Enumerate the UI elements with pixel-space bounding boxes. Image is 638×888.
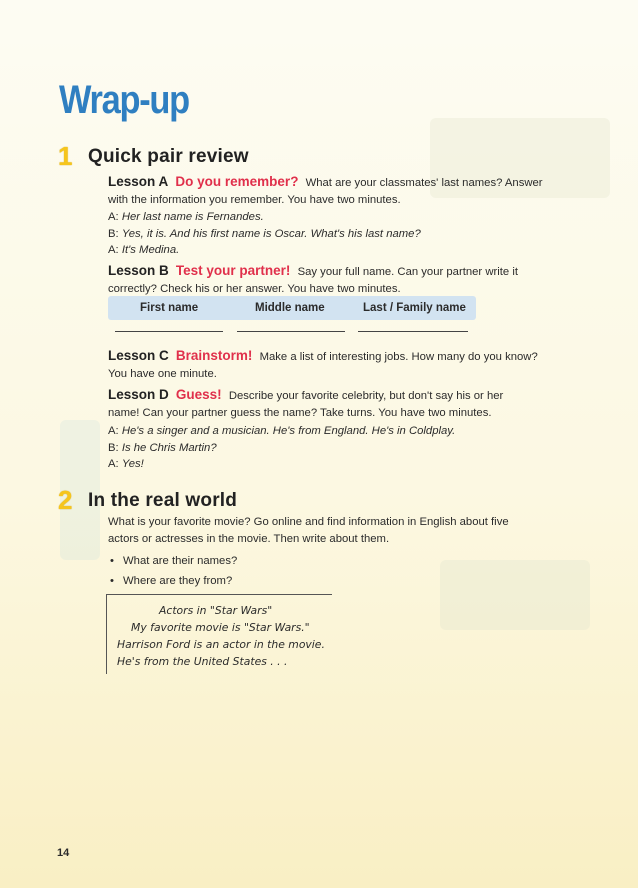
lesson-c-text: Make a list of interesting jobs. How many do you know? [259,351,538,363]
lesson-a-dialog [108,209,578,259]
lesson-d-text-2: name! Can your partner guess the name? Take turns. You have two minutes. [108,406,492,419]
dialog-line: A: Her last name is Fernandes. [108,211,264,223]
lesson-b-text: Say your full name. Can your partner write it [297,266,518,278]
name-columns-header [108,296,476,320]
middle-name-answer-line[interactable] [237,331,345,332]
column-last-name: Last / Family name [363,302,466,314]
lesson-b-key: Test your partner! [175,263,291,278]
first-name-answer-line[interactable] [115,331,223,332]
lesson-b-instructions [108,263,578,297]
lesson-d-text: Describe your favorite celebrity, but don't say his or her [228,390,504,402]
lesson-a-text-2: with the information you remember. You have two minutes. [108,193,401,206]
section-2-number: 2 [58,485,73,515]
last-name-answer-line[interactable] [358,331,468,332]
lesson-a-label: Lesson A [108,174,169,189]
note-line: My favorite movie is "Star Wars." [131,621,310,634]
section-2-instructions [108,514,588,547]
lesson-c-instructions [108,348,578,382]
section-1-number: 1 [58,141,73,171]
dialog-line: B: Is he Chris Martin? [108,441,217,454]
list-item: • What are their names? [110,551,237,571]
section-2-title: In the real world [88,489,238,511]
lesson-d-key: Guess! [175,387,222,402]
note-line: Harrison Ford is an actor in the movie. [117,638,325,651]
section-2-text: What is your favorite movie? Go online and find information in English about five [108,516,509,528]
dialog-line: A: He's a singer and a musician. He's from England. He's in Coldplay. [108,425,456,437]
dialog-line: A: Yes! [108,458,144,470]
section-1-header [58,141,249,172]
section-2-header [58,485,237,516]
lesson-a-text: What are your classmates' last names? Answer [305,177,543,189]
page-title: Wrap-up [59,78,189,122]
section-2-text-2: actors or actresses in the movie. Then write about them. [108,532,390,545]
lesson-d-label: Lesson D [108,387,169,402]
background-bleed [440,560,590,630]
list-item: • Where are they from? [110,571,237,591]
section-1-title: Quick pair review [88,145,249,167]
lesson-d-dialog [108,423,578,473]
note-line: He's from the United States . . . [117,655,288,668]
lesson-c-text-2: You have one minute. [108,367,217,380]
lesson-b-label: Lesson B [108,263,169,278]
dialog-line: A: It's Medina. [108,244,180,256]
lesson-c-key: Brainstorm! [175,348,253,363]
column-first-name: First name [140,302,199,314]
lesson-d-instructions [108,387,578,421]
dialog-line: B: Yes, it is. And his first name is Oscar. What's his last name? [108,227,421,240]
section-2-bullets [110,551,237,591]
example-note [106,594,332,674]
note-title: Actors in "Star Wars" [159,604,273,617]
lesson-a-instructions [108,174,578,208]
column-middle-name: Middle name [255,302,325,314]
lesson-a-key: Do you remember? [175,174,299,189]
page-number: 14 [57,847,70,859]
lesson-b-text-2: correctly? Check his or her answer. You have two minutes. [108,282,401,295]
lesson-c-label: Lesson C [108,348,169,363]
